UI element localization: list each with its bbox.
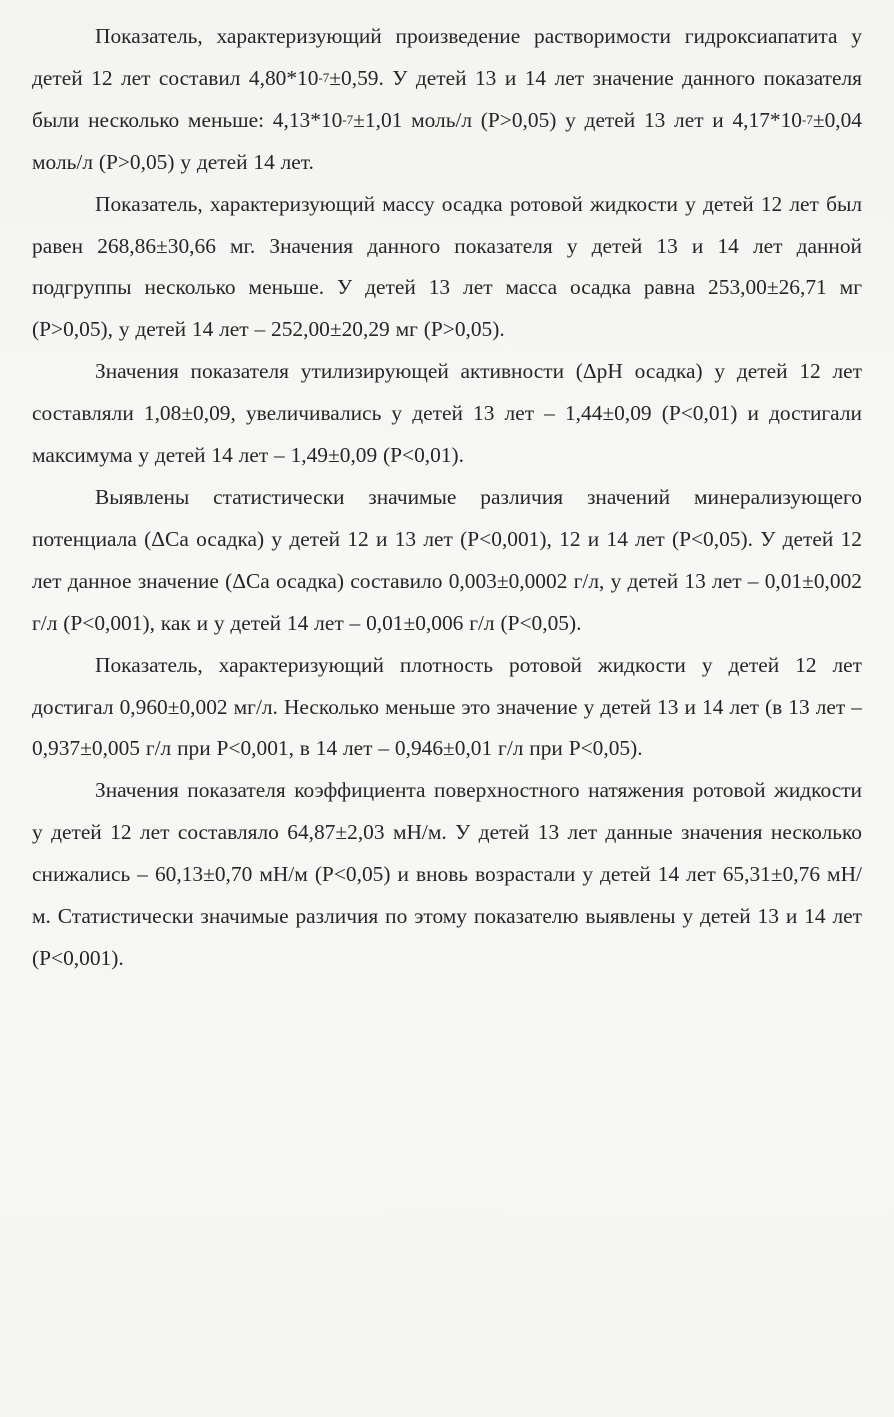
- paragraph-6: [32, 770, 862, 980]
- paragraph-1: [32, 16, 862, 184]
- paragraph-text: ±0,04 моль/л (P>0,05) у детей 14 лет.: [32, 107, 863, 174]
- paragraph-text: Показатель, характеризующий плотность ротовой жидкости у детей 12 лет достигал 0,960±0,002 мг/л. Несколько меньше это значение у детей 13 и 14 лет (в 13 лет – 0,937±0,005 г/л при P<0,001, в 14 лет – 0,946±0,01 г/л при P<0,05).: [32, 652, 862, 761]
- paragraph-text: Показатель, характеризующий произведение растворимости гидроксиапатита у детей 12 лет составил 4,80*10: [32, 24, 862, 90]
- paragraph-text: Показатель, характеризующий массу осадка ротовой жидкости у детей 12 лет был равен 268,86±30,66 мг. Значения данного показателя у детей 13 и 14 лет данной подгруппы несколько меньше. У детей 13 лет масса осадка равна 253,00±26,71 мг (P>0,05), у детей 14 лет – 252,00±20,29 мг (P>0,05).: [32, 191, 862, 342]
- paragraph-2: [32, 184, 862, 352]
- exponent-superscript: -7: [801, 111, 813, 127]
- paragraph-3: [32, 351, 862, 477]
- document-body: [32, 16, 862, 980]
- paragraph-4: [32, 477, 862, 645]
- exponent-superscript: -7: [318, 69, 330, 85]
- paragraph-text: Значения показателя утилизирующей активности (ΔpH осадка) у детей 12 лет составляли 1,08±0,09, увеличивались у детей 13 лет – 1,44±0,09 (P<0,01) и достигали максимума у детей 14 лет – 1,49±0,09 (P<0,01).: [32, 359, 862, 468]
- paragraph-5: [32, 645, 862, 771]
- paragraph-text: Выявлены статистически значимые различия значений минерализующего потенциала (ΔCa осадка) у детей 12 и 13 лет (P<0,001), 12 и 14 лет (P<0,05). У детей 12 лет данное значение (ΔCa осадка) составило 0,003±0,0002 г/л, у детей 13 лет – 0,01±0,002 г/л (P<0,001), как и у детей 14 лет – 0,01±0,006 г/л (P<0,05).: [32, 484, 862, 635]
- paragraph-text: Значения показателя коэффициента поверхностного натяжения ротовой жидкости у детей 12 лет составляло 64,87±2,03 мН/м. У детей 13 лет данные значения несколько снижались – 60,13±0,70 мН/м (P<0,05) и вновь возрастали у детей 14 лет 65,31±0,76 мН/м. Статистически значимые различия по этому показателю выявлены у детей 13 и 14 лет (P<0,001).: [32, 778, 862, 970]
- paragraph-text: ±0,59. У детей 13 и 14 лет значение данного показателя были несколько меньше: 4,13*10: [32, 65, 862, 132]
- exponent-superscript: -7: [342, 111, 354, 127]
- paragraph-text: ±1,01 моль/л (P>0,05) у детей 13 лет и 4,17*10: [353, 107, 802, 132]
